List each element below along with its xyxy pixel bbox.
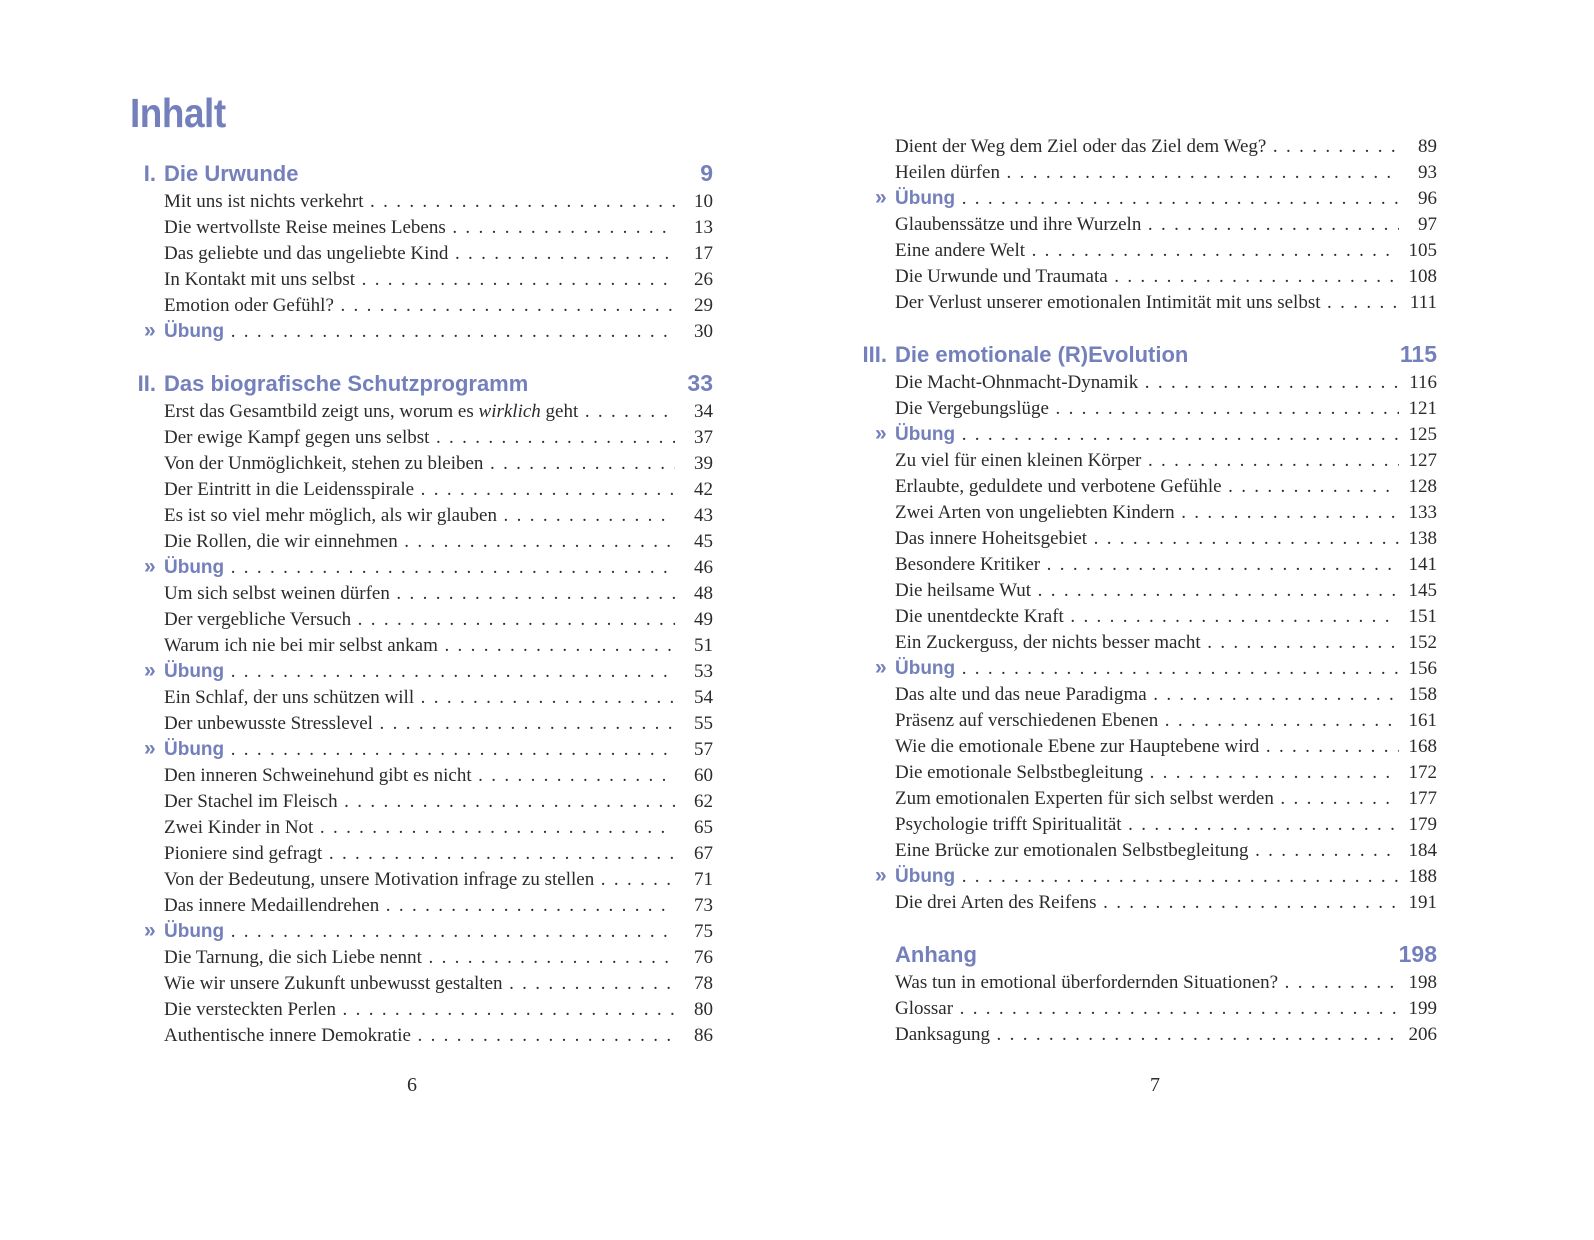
toc-entry bbox=[140, 451, 713, 477]
entry-title: Von der Unmöglichkeit, stehen zu bleiben . . . bbox=[164, 451, 675, 477]
section-spacer bbox=[871, 916, 1437, 939]
entry-title: Die Urwunde und Traumata . . . bbox=[895, 264, 1399, 290]
exercise-entry bbox=[871, 864, 1437, 890]
entry-page-number: 45 bbox=[694, 531, 713, 552]
exercise-entry bbox=[140, 659, 713, 685]
entry-page-number: 39 bbox=[694, 453, 713, 474]
toc-entry bbox=[140, 893, 713, 919]
entry-title: Authentische innere Demokratie . . . bbox=[164, 1023, 675, 1049]
toc-entry bbox=[140, 529, 713, 555]
entry-page-number: 17 bbox=[694, 243, 713, 264]
toc-entry bbox=[871, 500, 1437, 526]
entry-title: Der Stachel im Fleisch . . . bbox=[164, 789, 675, 815]
entry-title: Es ist so viel mehr möglich, als wir glauben . . . bbox=[164, 503, 675, 529]
page-title: Inhalt bbox=[130, 90, 226, 136]
entry-page-number: 53 bbox=[694, 661, 713, 682]
entry-title-part: geht bbox=[540, 401, 579, 422]
entry-title: Die drei Arten des Reifens . . . bbox=[895, 890, 1399, 916]
exercise-marker-icon: » bbox=[144, 737, 156, 760]
entry-title bbox=[164, 919, 675, 945]
exercise-label: Übung bbox=[895, 866, 956, 887]
entry-page-number: 96 bbox=[1418, 188, 1437, 209]
entry-page-number: 46 bbox=[694, 557, 713, 578]
entry-title: Die Vergebungslüge . . . bbox=[895, 396, 1399, 422]
exercise-marker-icon: » bbox=[144, 659, 156, 682]
entry-title: Die Tarnung, die sich Liebe nennt . . . bbox=[164, 945, 675, 971]
toc-entry bbox=[871, 290, 1437, 316]
entry-page-number: 161 bbox=[1408, 710, 1437, 731]
entry-title: Warum ich nie bei mir selbst ankam . . . bbox=[164, 633, 675, 659]
entry-title: Das innere Hoheitsgebiet . . . bbox=[895, 526, 1399, 552]
toc-entry bbox=[140, 633, 713, 659]
entry-title: Die unentdeckte Kraft . . . bbox=[895, 604, 1399, 630]
entry-title: Zum emotionalen Experten für sich selbst werden . . . bbox=[895, 786, 1399, 812]
entry-title: Heilen dürfen . . . bbox=[895, 160, 1399, 186]
entry-page-number: 116 bbox=[1409, 372, 1437, 393]
entry-title: Von der Bedeutung, unsere Motivation infrage zu stellen . . . bbox=[164, 867, 675, 893]
entry-title bbox=[895, 864, 1399, 890]
entry-page-number: 138 bbox=[1408, 528, 1437, 549]
entry-title: Der ewige Kampf gegen uns selbst . . . bbox=[164, 425, 675, 451]
toc-entry bbox=[871, 708, 1437, 734]
entry-page-number: 199 bbox=[1408, 998, 1437, 1019]
chapter-heading bbox=[137, 368, 713, 399]
toc-entry bbox=[871, 970, 1437, 996]
exercise-label: Übung bbox=[895, 188, 956, 209]
entry-page-number: 42 bbox=[694, 479, 713, 500]
toc-entry bbox=[140, 503, 713, 529]
chapter-title: Die emotionale (R)Evolution bbox=[895, 342, 1189, 367]
entry-page-number: 26 bbox=[694, 269, 713, 290]
toc-entry bbox=[871, 786, 1437, 812]
exercise-label: Übung bbox=[164, 557, 225, 578]
toc-entry bbox=[140, 607, 713, 633]
entry-title: Um sich selbst weinen dürfen . . . bbox=[164, 581, 675, 607]
entry-page-number: 179 bbox=[1408, 814, 1437, 835]
toc-entry bbox=[140, 267, 713, 293]
toc-entry bbox=[140, 763, 713, 789]
exercise-entry bbox=[140, 919, 713, 945]
entry-page-number: 57 bbox=[694, 739, 713, 760]
toc-entry bbox=[871, 552, 1437, 578]
toc-entry bbox=[871, 212, 1437, 238]
entry-title-part: Erst das Gesamtbild zeigt uns, worum es bbox=[164, 401, 479, 422]
entry-page-number: 127 bbox=[1408, 450, 1437, 471]
page-number-left: 6 bbox=[407, 1074, 417, 1096]
entry-page-number: 65 bbox=[694, 817, 713, 838]
entry-title: Das innere Medaillendrehen . . . bbox=[164, 893, 675, 919]
entry-page-number: 78 bbox=[694, 973, 713, 994]
exercise-label: Übung bbox=[164, 921, 225, 942]
entry-title: Die versteckten Perlen . . . bbox=[164, 997, 675, 1023]
toc-entry bbox=[140, 841, 713, 867]
entry-title: Wie wir unsere Zukunft unbewusst gestalten . . . bbox=[164, 971, 675, 997]
entry-page-number: 111 bbox=[1409, 292, 1437, 313]
entry-page-number: 168 bbox=[1408, 736, 1437, 757]
toc-entry bbox=[140, 189, 713, 215]
toc-entry bbox=[871, 734, 1437, 760]
chapter-number: I. bbox=[143, 161, 156, 186]
entry-title: Der Eintritt in die Leidensspirale . . . bbox=[164, 477, 675, 503]
toc-entry bbox=[140, 997, 713, 1023]
entry-page-number: 108 bbox=[1408, 266, 1437, 287]
toc-entry bbox=[871, 396, 1437, 422]
chapter-page-number: 33 bbox=[687, 370, 713, 396]
toc-entry bbox=[140, 241, 713, 267]
entry-title: Die Rollen, die wir einnehmen . . . bbox=[164, 529, 675, 555]
toc-entry bbox=[871, 604, 1437, 630]
exercise-marker-icon: » bbox=[875, 864, 887, 887]
entry-page-number: 55 bbox=[694, 713, 713, 734]
toc-entry bbox=[871, 630, 1437, 656]
toc-entry bbox=[871, 264, 1437, 290]
toc-entry bbox=[871, 682, 1437, 708]
exercise-label: Übung bbox=[895, 424, 956, 445]
toc-entry bbox=[140, 685, 713, 711]
entry-page-number: 73 bbox=[694, 895, 713, 916]
entry-page-number: 49 bbox=[694, 609, 713, 630]
toc-entry bbox=[140, 425, 713, 451]
entry-title: Glaubenssätze und ihre Wurzeln . . . bbox=[895, 212, 1399, 238]
entry-page-number: 141 bbox=[1408, 554, 1437, 575]
entry-title: Der vergebliche Versuch . . . bbox=[164, 607, 675, 633]
exercise-entry bbox=[140, 319, 713, 345]
entry-title bbox=[164, 319, 675, 345]
exercise-marker-icon: » bbox=[144, 919, 156, 942]
toc-entry bbox=[140, 293, 713, 319]
entry-title: Danksagung . . . bbox=[895, 1022, 1399, 1048]
entry-title: Der Verlust unserer emotionalen Intimität mit uns selbst . . . bbox=[895, 290, 1399, 316]
entry-page-number: 67 bbox=[694, 843, 713, 864]
entry-title: Emotion oder Gefühl? . . . bbox=[164, 293, 675, 319]
chapter-heading bbox=[140, 158, 713, 189]
toc-entry bbox=[140, 1023, 713, 1049]
entry-page-number: 76 bbox=[694, 947, 713, 968]
entry-title: Eine andere Welt . . . bbox=[895, 238, 1399, 264]
exercise-entry bbox=[140, 555, 713, 581]
exercise-entry bbox=[140, 737, 713, 763]
toc-entry bbox=[871, 370, 1437, 396]
entry-title: Besondere Kritiker . . . bbox=[895, 552, 1399, 578]
entry-page-number: 133 bbox=[1408, 502, 1437, 523]
entry-page-number: 75 bbox=[694, 921, 713, 942]
toc-entry bbox=[871, 578, 1437, 604]
toc-entry bbox=[871, 474, 1437, 500]
entry-page-number: 60 bbox=[694, 765, 713, 786]
toc-entry bbox=[871, 838, 1437, 864]
entry-page-number: 97 bbox=[1418, 214, 1437, 235]
toc-entry bbox=[871, 238, 1437, 264]
entry-page-number: 48 bbox=[694, 583, 713, 604]
entry-page-number: 145 bbox=[1408, 580, 1437, 601]
toc-entry bbox=[871, 760, 1437, 786]
toc-entry bbox=[140, 867, 713, 893]
entry-page-number: 172 bbox=[1408, 762, 1437, 783]
page-number-right: 7 bbox=[1150, 1074, 1160, 1096]
entry-title bbox=[895, 422, 1399, 448]
entry-page-number: 151 bbox=[1408, 606, 1437, 627]
entry-title: Eine Brücke zur emotionalen Selbstbegleitung . . . bbox=[895, 838, 1399, 864]
toc-entry bbox=[871, 134, 1437, 160]
exercise-entry bbox=[871, 656, 1437, 682]
entry-title: Ein Schlaf, der uns schützen will . . . bbox=[164, 685, 675, 711]
entry-page-number: 184 bbox=[1408, 840, 1437, 861]
exercise-label: Übung bbox=[164, 321, 225, 342]
section-spacer bbox=[871, 316, 1437, 339]
toc-entry bbox=[140, 581, 713, 607]
chapter-title: Das biografische Schutzprogramm bbox=[164, 371, 529, 396]
entry-page-number: 177 bbox=[1408, 788, 1437, 809]
exercise-marker-icon: » bbox=[144, 319, 156, 342]
entry-page-number: 37 bbox=[694, 427, 713, 448]
entry-page-number: 29 bbox=[694, 295, 713, 316]
entry-title bbox=[895, 186, 1399, 212]
exercise-entry bbox=[871, 422, 1437, 448]
toc-entry bbox=[871, 448, 1437, 474]
entry-page-number: 80 bbox=[694, 999, 713, 1020]
entry-page-number: 125 bbox=[1408, 424, 1437, 445]
toc-entry bbox=[871, 996, 1437, 1022]
entry-page-number: 51 bbox=[694, 635, 713, 656]
entry-title: In Kontakt mit uns selbst . . . bbox=[164, 267, 675, 293]
entry-page-number: 62 bbox=[694, 791, 713, 812]
exercise-label: Übung bbox=[164, 739, 225, 760]
entry-page-number: 30 bbox=[694, 321, 713, 342]
entry-title: Psychologie trifft Spiritualität . . . bbox=[895, 812, 1399, 838]
exercise-marker-icon: » bbox=[875, 656, 887, 679]
entry-page-number: 191 bbox=[1408, 892, 1437, 913]
entry-title: Zwei Arten von ungeliebten Kindern . . . bbox=[895, 500, 1399, 526]
toc-entry bbox=[140, 399, 713, 425]
entry-page-number: 34 bbox=[694, 401, 713, 422]
chapter-page-number: 115 bbox=[1399, 341, 1437, 367]
exercise-entry bbox=[871, 186, 1437, 212]
entry-title: Mit uns ist nichts verkehrt . . . bbox=[164, 189, 675, 215]
entry-title: Pioniere sind gefragt . . . bbox=[164, 841, 675, 867]
toc-entry bbox=[140, 815, 713, 841]
toc-entry bbox=[871, 812, 1437, 838]
toc-entry bbox=[140, 945, 713, 971]
exercise-marker-icon: » bbox=[144, 555, 156, 578]
chapter-heading bbox=[862, 339, 1437, 370]
entry-title bbox=[164, 555, 675, 581]
chapter-title: Anhang bbox=[895, 942, 977, 967]
chapter-number: III. bbox=[862, 342, 887, 367]
entry-page-number: 93 bbox=[1418, 162, 1437, 183]
entry-title: Das alte und das neue Paradigma . . . bbox=[895, 682, 1399, 708]
toc-entry bbox=[871, 890, 1437, 916]
section-spacer bbox=[140, 345, 713, 368]
entry-page-number: 128 bbox=[1408, 476, 1437, 497]
entry-page-number: 105 bbox=[1408, 240, 1437, 261]
entry-title: Wie die emotionale Ebene zur Hauptebene wird . . . bbox=[895, 734, 1399, 760]
toc-entry bbox=[140, 215, 713, 241]
entry-title-emphasis: wirklich bbox=[478, 401, 541, 422]
entry-title bbox=[164, 737, 675, 763]
entry-page-number: 13 bbox=[694, 217, 713, 238]
toc-entry bbox=[871, 1022, 1437, 1048]
entry-page-number: 188 bbox=[1408, 866, 1437, 887]
entry-title: Ein Zuckerguss, der nichts besser macht . . . bbox=[895, 630, 1399, 656]
entry-page-number: 89 bbox=[1418, 136, 1437, 157]
entry-page-number: 86 bbox=[694, 1025, 713, 1046]
toc-entry bbox=[871, 160, 1437, 186]
entry-page-number: 156 bbox=[1408, 658, 1437, 679]
exercise-marker-icon: » bbox=[875, 422, 887, 445]
entry-page-number: 10 bbox=[694, 191, 713, 212]
entry-title: Die heilsame Wut . . . bbox=[895, 578, 1399, 604]
entry-title: Der unbewusste Stresslevel . . . bbox=[164, 711, 675, 737]
toc-entry bbox=[140, 477, 713, 503]
toc-left bbox=[137, 158, 713, 1049]
entry-title: Erlaubte, geduldete und verbotene Gefühle . . . bbox=[895, 474, 1399, 500]
entry-page-number: 121 bbox=[1408, 398, 1437, 419]
entry-page-number: 206 bbox=[1408, 1024, 1437, 1045]
entry-title bbox=[164, 659, 675, 685]
entry-title: Zwei Kinder in Not . . . bbox=[164, 815, 675, 841]
entry-title: Die Macht-Ohnmacht-Dynamik . . . bbox=[895, 370, 1399, 396]
exercise-label: Übung bbox=[164, 661, 225, 682]
entry-title: Dient der Weg dem Ziel oder das Ziel dem Weg? . . . bbox=[895, 134, 1399, 160]
toc-right bbox=[862, 134, 1437, 1048]
entry-page-number: 54 bbox=[694, 687, 713, 708]
entry-title: Die wertvollste Reise meines Lebens . . . bbox=[164, 215, 675, 241]
toc-entry bbox=[871, 526, 1437, 552]
entry-title: Was tun in emotional überfordernden Situationen? . . . bbox=[895, 970, 1399, 996]
chapter-heading bbox=[871, 939, 1437, 970]
chapter-number: II. bbox=[137, 371, 156, 396]
entry-title: Die emotionale Selbstbegleitung . . . bbox=[895, 760, 1399, 786]
exercise-marker-icon: » bbox=[875, 186, 887, 209]
entry-page-number: 198 bbox=[1408, 972, 1437, 993]
entry-title: Glossar . . . bbox=[895, 996, 1399, 1022]
chapter-page-number: 198 bbox=[1398, 941, 1437, 967]
entry-title bbox=[895, 656, 1399, 682]
toc-entry bbox=[140, 971, 713, 997]
entry-page-number: 158 bbox=[1408, 684, 1437, 705]
chapter-page-number: 9 bbox=[700, 160, 713, 186]
toc-entry bbox=[140, 789, 713, 815]
entry-page-number: 152 bbox=[1408, 632, 1437, 653]
chapter-title: Die Urwunde bbox=[164, 161, 299, 186]
exercise-label: Übung bbox=[895, 658, 956, 679]
entry-title bbox=[164, 399, 675, 425]
entry-title: Zu viel für einen kleinen Körper . . . bbox=[895, 448, 1399, 474]
entry-page-number: 43 bbox=[694, 505, 713, 526]
entry-title: Präsenz auf verschiedenen Ebenen . . . bbox=[895, 708, 1399, 734]
entry-page-number: 71 bbox=[694, 869, 713, 890]
entry-title: Das geliebte und das ungeliebte Kind . . . bbox=[164, 241, 675, 267]
right-page bbox=[797, 0, 1594, 1240]
toc-entry bbox=[140, 711, 713, 737]
entry-title: Den inneren Schweinehund gibt es nicht . . . bbox=[164, 763, 675, 789]
